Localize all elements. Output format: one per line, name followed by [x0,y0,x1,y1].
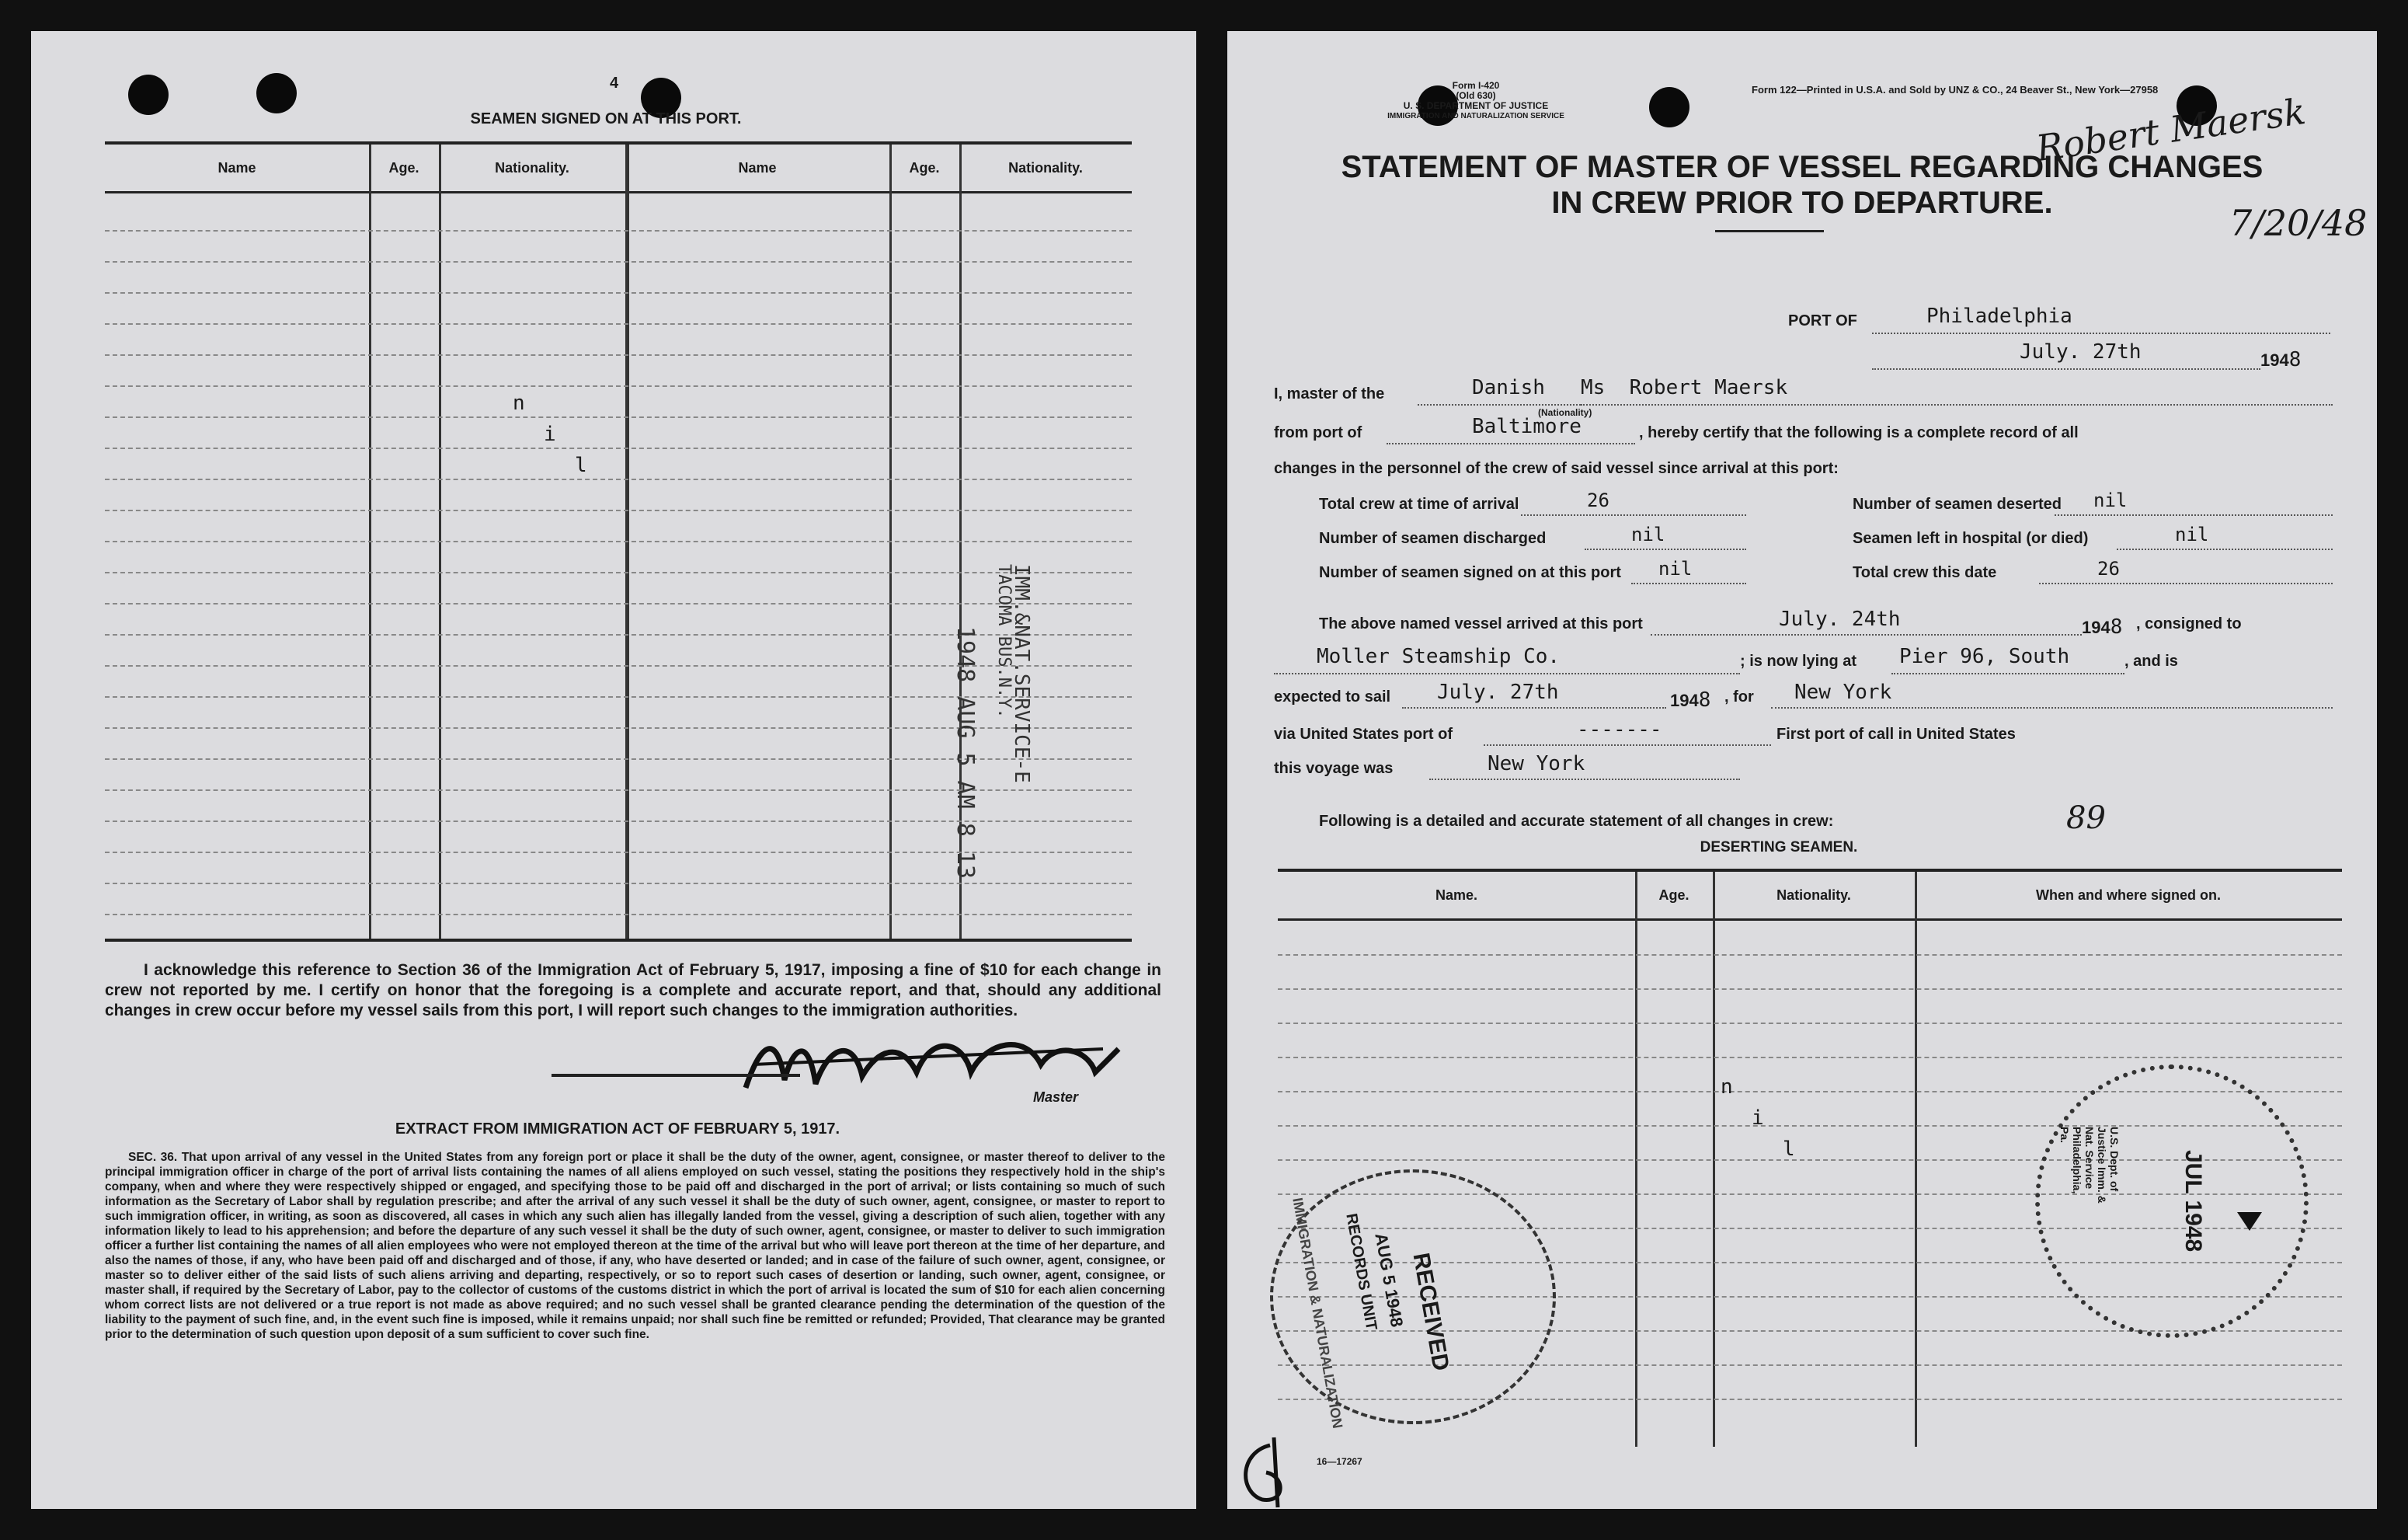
for-value: New York [1794,681,1892,704]
stamp-records: RECORDS UNIT [1342,1212,1380,1332]
header-name: Name [738,160,777,176]
extract-title: EXTRACT FROM IMMIGRATION ACT OF FEBRUARY 5, 1917. [395,1120,840,1138]
expected-label: expected to sail [1274,688,1391,706]
port-of-value: Philadelphia [1926,305,2072,328]
deserting-title: DESERTING SEAMEN. [1700,839,1858,855]
stamp-arrow-icon [2237,1212,2262,1231]
hospital-field [2117,524,2333,550]
discharged-field [1585,524,1746,550]
footer-code: 16—17267 [1317,1456,1362,1467]
form-header [1383,81,1569,121]
for-field [1771,681,2333,709]
arrived-value: July. 24th [1779,608,1901,631]
consigned-label: , consigned to [2136,615,2242,632]
header-signed-on: When and where signed on. [2035,887,2222,903]
header-nationality: Nationality. [1776,887,1851,903]
and-is-label: , and is [2124,653,2178,670]
punch-hole [256,73,297,113]
certify-text: , hereby certify that the following is a complete record of all [1639,424,2079,441]
vertical-date-stamp: 1948 AUG 5 AM 8 13 [952,626,979,880]
stamp-round-date: JUL 1948 [2180,1150,2206,1253]
header-name: Name. [1435,887,1478,903]
service: IMMIGRATION AND NATURALIZATION SERVICE [1387,112,1564,120]
nil-letter-i: i [544,423,556,446]
total-crew-arrival-label: Total crew at time of arrival [1319,496,1519,513]
voyage-field [1429,752,1740,780]
following-text: Following is a detailed and accurate statement of all changes in crew: [1319,813,1834,830]
for-label: , for [1724,688,1754,706]
stamp-received: RECEIVED [1408,1251,1454,1373]
header-age: Age. [909,160,940,176]
nil-letter-n: n [1721,1075,1733,1099]
page-number: 4 [610,75,619,92]
vertical-location-stamp: TACOMA BUS.N.Y. [994,564,1014,719]
voyage-value: New York [1488,752,1585,775]
vertical-service-stamp: IMM.&NAT.SERVICE-E [1010,564,1033,783]
hospital-label: Seamen left in hospital (or died) [1853,530,2089,547]
nil-letter-l: l [1783,1138,1795,1161]
form-id: Form I-420 [1452,80,1500,91]
title-underline [1715,230,1824,232]
total-crew-date-value: 26 [2097,558,2120,580]
via-value: ------- [1577,718,1662,741]
header-nationality: Nationality. [1008,160,1083,176]
master-signature [730,1018,1150,1111]
right-page [1227,31,2377,1509]
signed-on-value: nil [1658,558,1693,580]
year [2260,348,2301,371]
arrived-field [1651,608,2082,636]
port-of-label: PORT OF [1788,312,1857,329]
header-age: Age. [388,160,419,176]
lying-label: ; is now lying at [1740,653,1857,670]
arrived-label: The above named vessel arrived at this port [1319,615,1643,632]
deserted-value: nil [2093,490,2128,511]
form-title [1274,149,2330,221]
discharged-label: Number of seamen discharged [1319,530,1547,547]
stamp-dept: IMMIGRATION & NATURALIZATION [1289,1197,1346,1430]
nil-letter-l: l [575,454,587,477]
header-age: Age. [1658,887,1689,903]
signed-on-field [1631,558,1746,584]
first-port-label: First port of call in United States [1776,726,2016,743]
handwritten-date: 7/20/48 [2229,202,2368,244]
handwritten-mark: 89 [2066,800,2106,836]
expected-field [1402,681,1666,709]
via-label: via United States port of [1274,726,1453,743]
master-label: Master [1033,1089,1079,1105]
nationality-value: Danish [1472,376,1545,399]
nationality-caption: (Nationality) [1538,407,1592,418]
voyage-label: this voyage was [1274,760,1394,777]
from-port-value: Baltimore [1472,415,1582,438]
stamp-date: AUG 5 1948 [1371,1232,1408,1329]
total-crew-arrival-value: 26 [1587,490,1609,511]
signature-line [552,1074,800,1077]
discharged-value: nil [1631,524,1665,545]
nil-letter-n: n [513,392,525,415]
via-field [1484,718,1771,746]
year-suffix: 8 [2110,615,2123,639]
expected-value: July. 27th [1437,681,1559,704]
punch-hole [128,75,169,115]
deserted-label: Number of seamen deserted [1853,496,2062,513]
nationality-field [1418,376,1581,406]
header-name: Name [217,160,256,176]
extract-text: SEC. 36. That upon arrival of any vessel in the United States from any foreign port or place it shall be the duty of the owner, agent, consignee, or master thereof to deliver to the principal immigration officer in charge of the port of arrival lists containing the names of all aliens employed on such vessel, stating the positions they respectively hold in the ship's company, when and where they were respectively shipped or engaged, and specifying those to be paid off and discharged in the port of arrival; or lists containing so much of such information as the Secretary of Labor shall by regulation prescribe; and after the arrival of any such vessel it shall be the duty of such owner, agent, consignee, or master to report to such immigration officer, in writing, as soon as discovered, all cases in which any such alien has illegally landed from the vessel, giving a description of such alien, together with any information likely to lead to his apprehension; and before the departure of any such vessel it shall be the duty of such owner, agent, consignee, or master to deliver to such immigration officer a further list containing the names of all alien employees who were not employed thereon at the time of the arrival but who will leave port thereon at the time of her departure, and also the names of those, if any, who have been paid off and discharged and of those, if any, who have deserted or landed; and in case of the failure of such owner, agent, consignee, or master so to deliver either of the said lists of such aliens arriving and departing, respectively, or so to report such cases of desertion or landing, such owner, agent, consignee, or master shall, if required by the Secretary of Labor, pay to the collector of customs of the customs district in which the port of arrival is located the sum of $10 for each alien concerning whom correct lists are not delivered or a true report is not made as above required; and no such vessel shall be granted clearance pending the determination of the question of the liability to the payment of such fine, and, in the event such fine is imposed, while it remains unpaid; nor shall such fine be remitted or refunded; Provided, That clearance may be granted prior to the determination of such question upon deposit of a sum sufficient to cover such fine. [105,1151,1165,1341]
signed-on-table [105,141,1132,942]
form-old: (Old 630) [1456,90,1496,101]
title-line-1: STATEMENT OF MASTER OF VESSEL REGARDING CHANGES [1341,150,2264,184]
vessel-value: Ms Robert Maersk [1581,376,1788,399]
signed-on-label: Number of seamen signed on at this port [1319,564,1621,581]
year-prefix: 194 [2260,350,2289,370]
year-prefix: 194 [1670,691,1699,710]
total-crew-date-label: Total crew this date [1853,564,1997,581]
lying-field [1891,645,2124,674]
date-field [1872,340,2260,370]
header-nationality: Nationality. [495,160,569,176]
year-suffix: 8 [1698,688,1711,712]
table-header-row [1278,872,2342,921]
handwritten-name: Robert Maersk [2033,89,2309,170]
section-title: SEAMEN SIGNED ON AT THIS PORT. [470,110,742,127]
year-prefix: 194 [2082,618,2110,637]
nil-letter-i: i [1752,1106,1764,1130]
total-crew-date-field [2039,558,2333,584]
corner-mark [1231,1430,1301,1515]
department: U. S. DEPARTMENT OF JUSTICE [1403,100,1549,111]
printer-note: Form 122—Printed in U.S.A. and Sold by UNZ & CO., 24 Beaver St., New York—27958 [1752,84,2159,96]
expected-year [1670,688,1710,712]
acknowledgement-text: I acknowledge this reference to Section 36 of the Immigration Act of February 5, 1917, imposing a fine of $10 for each change in crew not reported by me. I certify on honor that the foregoing is a complete and accurate report, and that, should any additional changes in crew occur before my vessel sails from this port, I will report such changes to the immigration authorities. [105,961,1161,1019]
arrived-year [2082,615,2122,639]
consignee-field [1274,645,1740,674]
from-port-field [1387,415,1635,444]
lying-value: Pier 96, South [1899,645,2070,668]
master-of-label: I, master of the [1274,385,1385,402]
deserted-field [2055,490,2333,516]
total-crew-arrival-field [1521,490,1746,516]
consignee-value: Moller Steamship Co. [1317,645,1561,668]
stamp-round-text: U.S. Dept. of Justice Imm. & Nat. Service Philadelphia, Pa. [2058,1127,2121,1204]
vessel-field [1581,376,2333,406]
table-header-row [105,145,1132,193]
title-line-2: IN CREW PRIOR TO DEPARTURE. [1551,186,2053,220]
punch-hole [1649,87,1689,127]
year-suffix: 8 [2288,348,2302,371]
from-port-label: from port of [1274,424,1362,441]
date-value: July. 27th [2020,340,2142,364]
changes-text: changes in the personnel of the crew of said vessel since arrival at this port: [1274,460,1839,477]
port-of-field [1872,305,2330,334]
left-page [31,31,1196,1509]
hospital-value: nil [2175,524,2209,545]
